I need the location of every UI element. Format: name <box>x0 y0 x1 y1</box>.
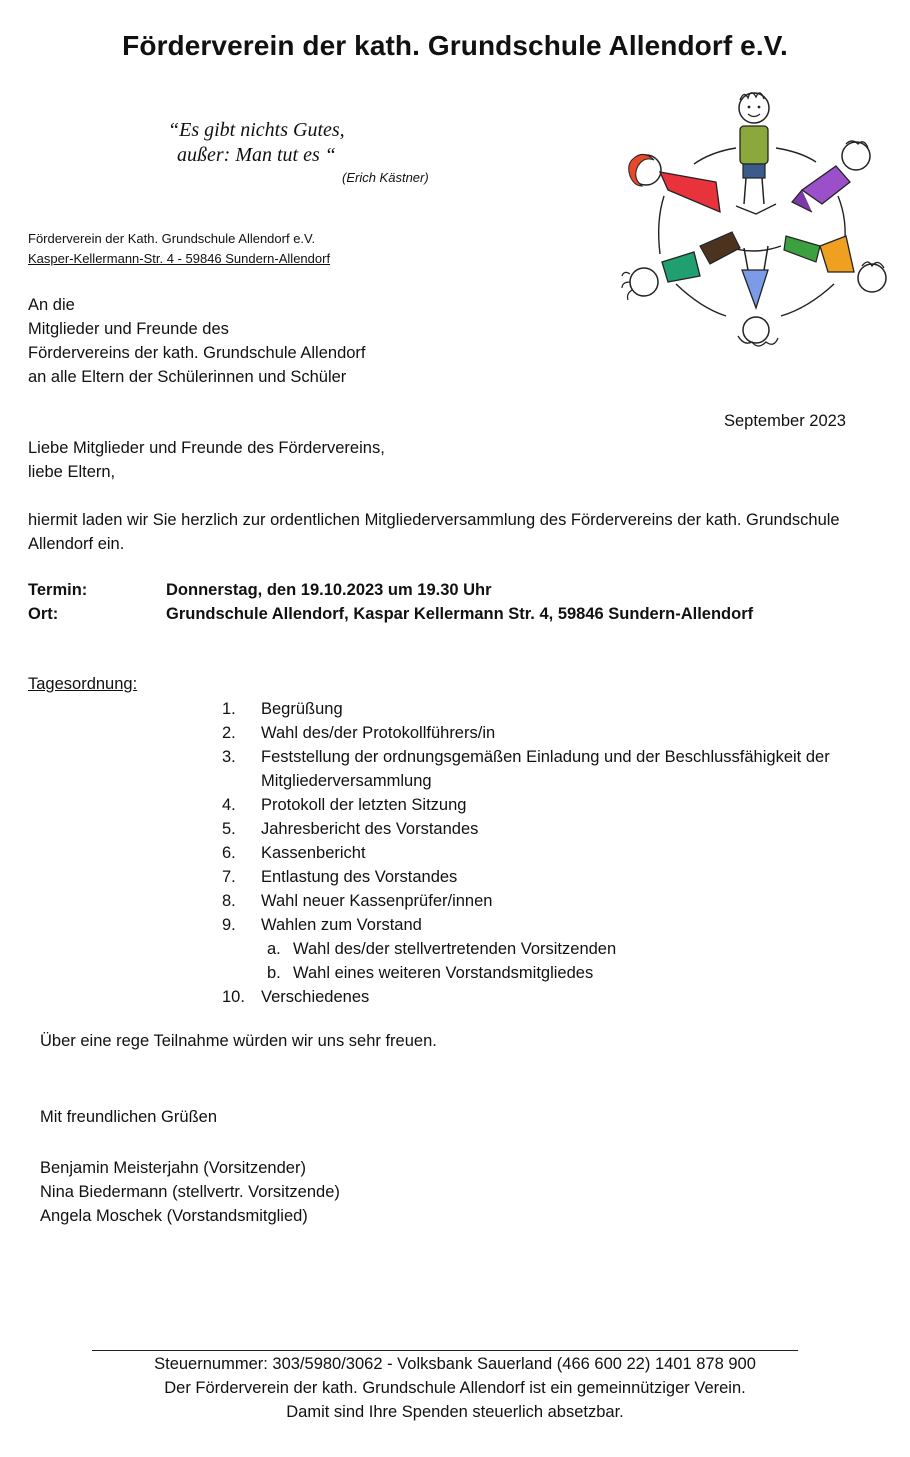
agenda-item <box>222 793 882 817</box>
footer-divider <box>92 1350 798 1351</box>
agenda-item-text: Feststellung der ordnungsgemäßen Einladung und der Beschlussfähigkeit der Mitgliederversammlung <box>261 748 830 790</box>
agenda-item-number: 1. <box>222 700 236 718</box>
agenda-item-number: 7. <box>222 868 236 886</box>
agenda-item-number: 10. <box>222 988 245 1006</box>
signer: Benjamin Meisterjahn (Vorsitzender) <box>40 1159 306 1177</box>
intro-paragraph: hiermit laden wir Sie herzlich zur ordentlichen Mitgliederversammlung des Fördervereins der kath. Grundschule Allendorf ein. <box>28 511 840 553</box>
agenda-item <box>222 817 882 841</box>
quote <box>160 118 440 168</box>
agenda-subitem-text: Wahl eines weiteren Vorstandsmitgliedes <box>293 964 594 982</box>
agenda-item <box>222 721 882 745</box>
agenda-item <box>222 697 882 721</box>
agenda-item-text: Kassenbericht <box>261 844 366 862</box>
signers-block <box>40 1156 340 1228</box>
footer-line-bank: Steuernummer: 303/5980/3062 - Volksbank Sauerland (466 600 22) 1401 878 900 <box>154 1355 756 1373</box>
termin-row <box>28 578 753 602</box>
recipient-block <box>28 293 366 389</box>
greeting: Mit freundlichen Grüßen <box>40 1108 217 1126</box>
termin-label: Termin: <box>28 581 88 599</box>
agenda-item-text: Jahresbericht des Vorstandes <box>261 820 479 838</box>
agenda-item-number: 8. <box>222 892 236 910</box>
quote-author: (Erich Kästner) <box>342 170 429 185</box>
agenda-item-text: Wahlen zum Vorstand <box>261 916 422 934</box>
quote-line-1: “Es gibt nichts Gutes, <box>168 119 345 141</box>
agenda-item-text: Entlastung des Vorstandes <box>261 868 458 886</box>
agenda-item <box>222 745 882 793</box>
children-circle-logo-icon <box>616 86 891 361</box>
ort-value: Grundschule Allendorf, Kaspar Kellermann Str. 4, 59846 Sundern-Allendorf <box>166 605 754 623</box>
agenda-item-number: 2. <box>222 724 236 742</box>
ort-row <box>28 602 753 626</box>
signer: Angela Moschek (Vorstandsmitglied) <box>40 1207 308 1225</box>
agenda-item-number: 6. <box>222 844 236 862</box>
agenda-item <box>222 865 882 889</box>
closing-sentence: Über eine rege Teilnahme würden wir uns sehr freuen. <box>40 1032 437 1050</box>
quote-line-2: außer: Man tut es “ <box>177 144 336 166</box>
agenda-item-text: Protokoll der letzten Sitzung <box>261 796 467 814</box>
agenda-item-text: Wahl neuer Kassenprüfer/innen <box>261 892 493 910</box>
agenda-item <box>222 889 882 913</box>
agenda-subitem-letter: a. <box>267 940 281 958</box>
agenda-label: Tagesordnung: <box>28 675 138 693</box>
agenda-list <box>222 697 882 1009</box>
footer-line-nonprofit: Der Förderverein der kath. Grundschule Allendorf ist ein gemeinnütziger Verein. <box>164 1379 746 1397</box>
agenda-item-number: 5. <box>222 820 236 838</box>
salutation-line: liebe Eltern, <box>28 463 116 481</box>
recipient-line: An die <box>28 296 75 314</box>
agenda-subitem <box>222 937 882 961</box>
agenda-item-number: 3. <box>222 748 236 766</box>
sender-block <box>28 229 330 269</box>
agenda-item <box>222 913 882 937</box>
recipient-line: an alle Eltern der Schülerinnen und Schüler <box>28 368 347 386</box>
letter-date: September 2023 <box>723 412 846 430</box>
ort-label: Ort: <box>28 605 59 623</box>
sender-name: Förderverein der Kath. Grundschule Allendorf e.V. <box>28 231 316 246</box>
recipient-line: Fördervereins der kath. Grundschule Allendorf <box>28 344 366 362</box>
meeting-details <box>28 578 753 626</box>
agenda-subitem <box>222 961 882 985</box>
agenda-item <box>222 985 882 1009</box>
salutation <box>28 436 385 484</box>
agenda-subitem-letter: b. <box>267 964 281 982</box>
salutation-line: Liebe Mitglieder und Freunde des Fördervereins, <box>28 439 385 457</box>
signer: Nina Biedermann (stellvertr. Vorsitzende) <box>40 1183 340 1201</box>
termin-value: Donnerstag, den 19.10.2023 um 19.30 Uhr <box>166 581 492 599</box>
agenda-item-text: Wahl des/der Protokollführers/in <box>261 724 496 742</box>
agenda-item-number: 9. <box>222 916 236 934</box>
recipient-line: Mitglieder und Freunde des <box>28 320 229 338</box>
footer <box>0 1352 910 1424</box>
agenda-item-text: Verschiedenes <box>261 988 370 1006</box>
footer-line-tax: Damit sind Ihre Spenden steuerlich absetzbar. <box>286 1403 624 1421</box>
agenda-item <box>222 841 882 865</box>
agenda-item-number: 4. <box>222 796 236 814</box>
agenda-item-text: Begrüßung <box>261 700 343 718</box>
sender-address: Kasper-Kellermann-Str. 4 - 59846 Sundern-Allendorf <box>28 251 331 266</box>
document-title: Förderverein der kath. Grundschule Allendorf e.V. <box>122 30 788 61</box>
agenda-subitem-text: Wahl des/der stellvertretenden Vorsitzenden <box>293 940 617 958</box>
